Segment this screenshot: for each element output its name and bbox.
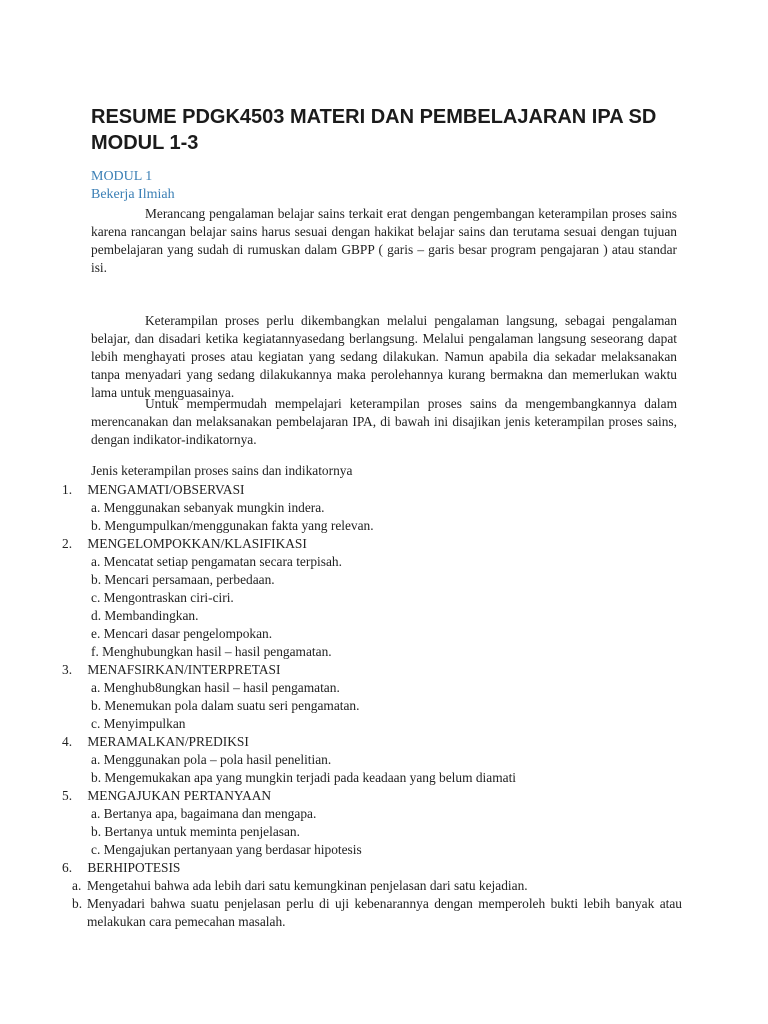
list-item: a. Menghub8ungkan hasil – hasil pengamatan. [91, 680, 340, 695]
list-item: b. Menemukan pola dalam suatu seri pengamatan. [91, 698, 360, 713]
list-item [62, 877, 682, 895]
category-label: MENGELOMPOKKAN/KLASIFIKASI [87, 536, 307, 551]
category-label: BERHIPOTESIS [87, 860, 181, 875]
category-number: 4. [62, 734, 73, 749]
list-category [62, 661, 682, 679]
list-item: a. Menggunakan sebanyak mungkin indera. [91, 500, 325, 515]
list-category [62, 787, 682, 805]
section-heading: Bekerja Ilmiah [91, 187, 175, 202]
category-label: MERAMALKAN/PREDIKSI [87, 734, 249, 749]
list-item: c. Mengontraskan ciri-ciri. [91, 590, 234, 605]
page-title: RESUME PDGK4503 MATERI DAN PEMBELAJARAN IPA SD MODUL 1-3 [91, 106, 657, 154]
paragraph-2: Keterampilan proses perlu dikembangkan melalui pengalaman langsung, sebagai pengalaman belajar, dan disadari ketika kegiatannyasedang berlangsung. Melalui pengalaman langsung seseorang dapat lebih menghayati proses atau kegiatan yang sedang dilakukan. Namun apabila dia sekadar melaksanakan tanpa menyadari yang sedang dilakukannya maka perolehannya kurang bermakna dan memerlukan waktu lama untuk menguasainya. [91, 313, 677, 400]
list-category [62, 733, 682, 751]
item-text: Menyadari bahwa suatu penjelasan perlu di uji kebenarannya dengan memperoleh bukti lebih banyak atau melakukan cara pemecahan masalah. [87, 896, 682, 929]
list-item [62, 895, 682, 931]
list-item: d. Membandingkan. [91, 608, 199, 623]
skills-list [62, 481, 682, 931]
list-item: a. Menggunakan pola – pola hasil penelitian. [91, 752, 332, 767]
list-item: a. Bertanya apa, bagaimana dan mengapa. [91, 806, 317, 821]
list-category [62, 859, 682, 877]
category-label: MENGAJUKAN PERTANYAAN [87, 788, 272, 803]
category-number: 2. [62, 536, 73, 551]
list-item: b. Mencari persamaan, perbedaan. [91, 572, 275, 587]
category-number: 1. [62, 482, 73, 497]
category-label: MENGAMATI/OBSERVASI [87, 482, 245, 497]
module-heading: MODUL 1 [91, 169, 153, 184]
item-letter: b. [72, 896, 83, 911]
list-category [62, 535, 682, 553]
category-number: 3. [62, 662, 73, 677]
category-number: 6. [62, 860, 73, 875]
category-number: 5. [62, 788, 73, 803]
list-item: e. Mencari dasar pengelompokan. [91, 626, 273, 641]
paragraph-3: Untuk mempermudah mempelajari keterampilan proses sains da mengembangkannya dalam merencanakan dan melaksanakan pembelajaran IPA, di bawah ini disajikan jenis keterampilan proses sains, dengan indikator-indikatornya. [91, 396, 677, 447]
category-label: MENAFSIRKAN/INTERPRETASI [87, 662, 281, 677]
list-item: b. Mengemukakan apa yang mungkin terjadi pada keadaan yang belum diamati [91, 770, 517, 785]
list-item: f. Menghubungkan hasil – hasil pengamatan. [91, 644, 332, 659]
list-intro: Jenis keterampilan proses sains dan indikatornya [91, 463, 353, 478]
list-category [62, 481, 682, 499]
list-item: c. Menyimpulkan [91, 716, 186, 731]
list-item: c. Mengajukan pertanyaan yang berdasar hipotesis [91, 842, 362, 857]
list-item: b. Mengumpulkan/menggunakan fakta yang relevan. [91, 518, 374, 533]
list-item: b. Bertanya untuk meminta penjelasan. [91, 824, 300, 839]
item-text: Mengetahui bahwa ada lebih dari satu kemungkinan penjelasan dari satu kejadian. [87, 878, 528, 893]
item-letter: a. [72, 878, 82, 893]
list-item: a. Mencatat setiap pengamatan secara terpisah. [91, 554, 342, 569]
paragraph-1: Merancang pengalaman belajar sains terkait erat dengan pengembangan keterampilan proses sains karena rancangan belajar sains harus sesuai dengan hakikat belajar sains dan terutama sesuai dengan tujuan pembelajaran yang sudah di rumuskan dalam GBPP ( garis – garis besar program pengajaran ) atau standar isi. [91, 206, 677, 275]
